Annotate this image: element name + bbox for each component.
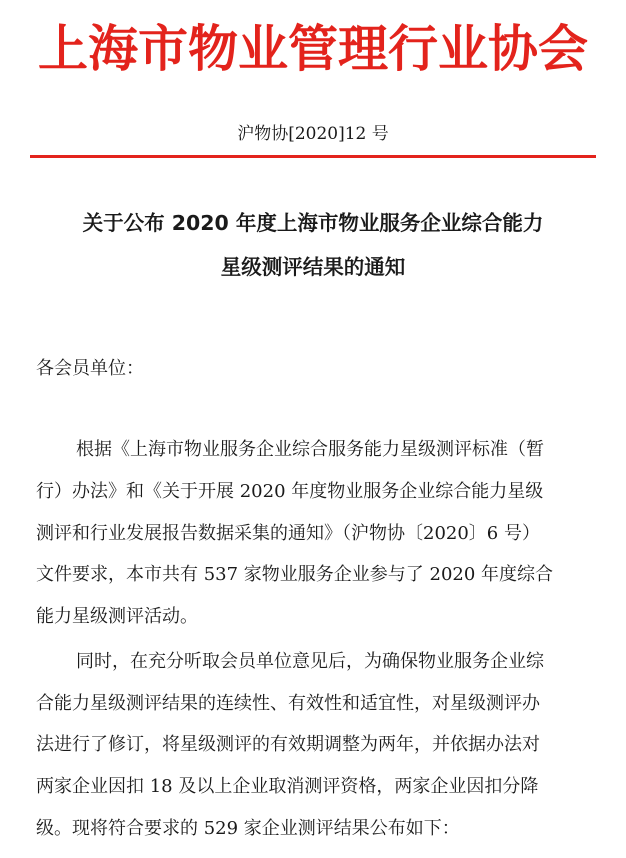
paragraph-line: 同时，在充分听取会员单位意见后，为确保物业服务企业综: [76, 651, 544, 672]
paragraph-line: 合能力星级测评结果的连续性、有效性和适宜性，对星级测评办: [36, 693, 540, 714]
masthead-divider: [30, 155, 596, 158]
salutation: 各会员单位：: [36, 358, 144, 379]
paragraph-line: 文件要求，本市共有 537 家物业服务企业参与了 2020 年度综合: [36, 564, 554, 585]
paragraph-line: 根据《上海市物业服务企业综合服务能力星级测评标准（暂: [76, 439, 544, 460]
paragraph-line: 行）办法》和《关于开展 2020 年度物业服务企业综合能力星级: [36, 481, 544, 502]
document-number: 沪物协[2020]12 号: [237, 124, 389, 144]
paragraph-line: 级。现将符合要求的 529 家企业测评结果公布如下：: [36, 818, 460, 839]
paragraph-line: 能力星级测评活动。: [36, 606, 198, 627]
masthead-org-name: 上海市物业管理行业协会: [38, 20, 588, 78]
paragraph-line: 法进行了修订，将星级测评的有效期调整为两年，并依据办法对: [36, 734, 540, 755]
paragraph-line: 两家企业因扣 18 及以上企业取消测评资格，两家企业因扣分降: [36, 776, 539, 797]
notice-title-line-2: 星级测评结果的通知: [220, 255, 406, 279]
paragraph-line: 测评和行业发展报告数据采集的通知》（沪物协〔2020〕6 号）: [36, 523, 540, 544]
notice-title-line-1: 关于公布 2020 年度上海市物业服务企业综合能力: [82, 211, 544, 235]
